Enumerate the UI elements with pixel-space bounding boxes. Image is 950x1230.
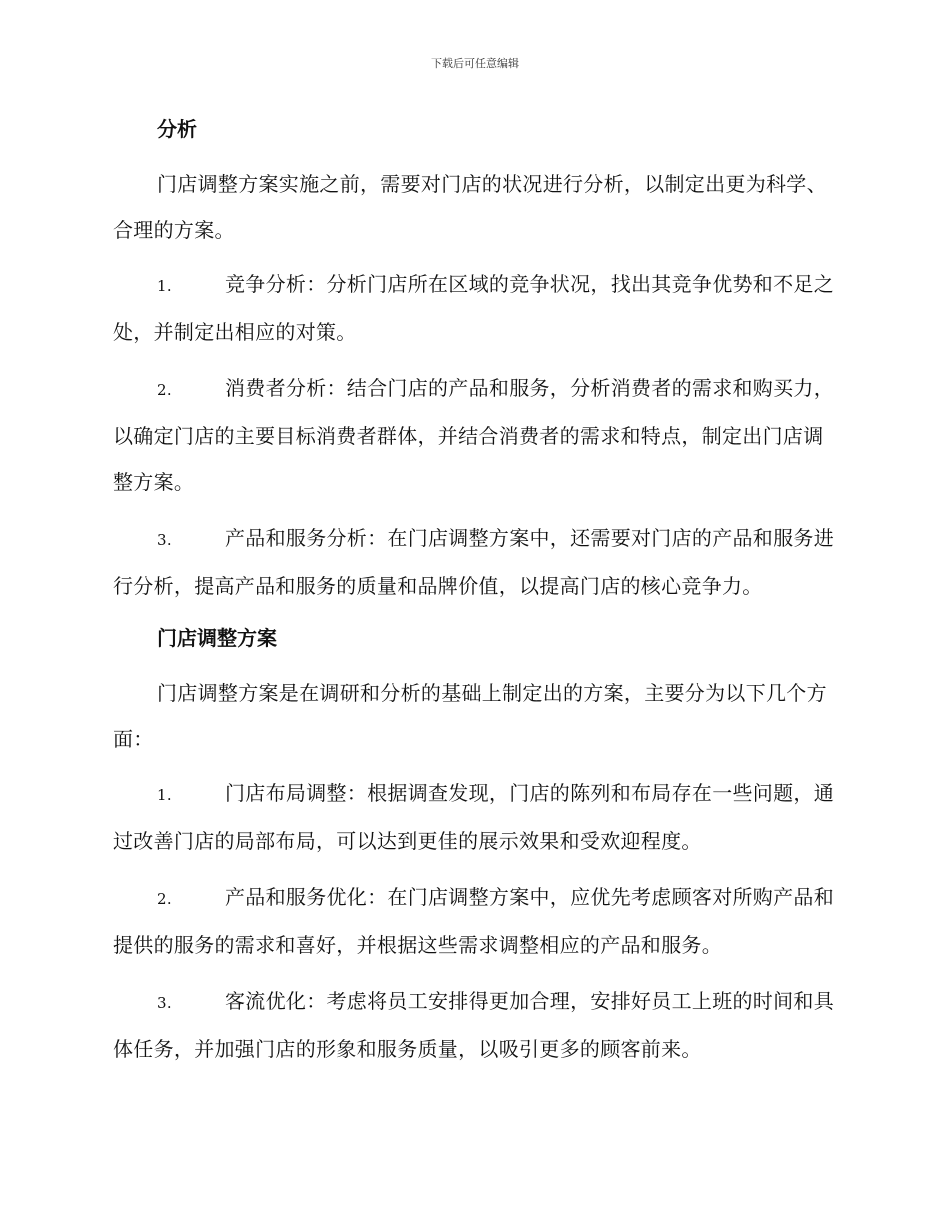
page-header-note: 下载后可任意编辑: [431, 57, 519, 70]
document-body: [113, 112, 838, 1082]
list-item-number: 1.: [157, 786, 172, 804]
list-item-text: 竞争分析：分析门店所在区域的竞争状况，找出其竞争优势和不足之处，并制定出相应的对策。: [113, 272, 834, 344]
section-intro-paragraph: 门店调整方案是在调研和分析的基础上制定出的方案，主要分为以下几个方面：: [113, 681, 827, 751]
list-item-text: 门店布局调整：根据调查发现，门店的陈列和布局存在一些问题，通过改善门店的局部布局，可以达到更佳的展示效果和受欢迎程度。: [113, 781, 834, 853]
list-item: [113, 261, 838, 355]
list-item: [113, 770, 838, 864]
list-item: [113, 515, 838, 609]
list-item-text: 产品和服务分析：在门店调整方案中，还需要对门店的产品和服务进行分析，提高产品和服务的质量和品牌价值，以提高门店的核心竞争力。: [113, 526, 834, 598]
list-item-number: 2.: [157, 381, 172, 399]
list-item-text: 消费者分析：结合门店的产品和服务，分析消费者的需求和购买力，以确定门店的主要目标消费者群体，并结合消费者的需求和特点，制定出门店调整方案。: [113, 376, 834, 494]
list-item-number: 2.: [157, 890, 172, 908]
list-item-number: 3.: [157, 531, 172, 549]
list-item-text: 客流优化：考虑将员工安排得更加合理，安排好员工上班的时间和具体任务，并加强门店的形象和服务质量，以吸引更多的顾客前来。: [113, 989, 834, 1061]
list-item-number: 3.: [157, 994, 172, 1012]
section-heading-analysis: 分析: [157, 117, 197, 141]
list-item: [113, 874, 838, 968]
list-item-number: 1.: [157, 277, 172, 295]
list-item-text: 产品和服务优化：在门店调整方案中，应优先考虑顾客对所购产品和提供的服务的需求和喜好，并根据这些需求调整相应的产品和服务。: [113, 885, 834, 957]
list-item: [113, 365, 838, 505]
section-heading-adjustment-plan: 门店调整方案: [157, 626, 277, 650]
section-intro-paragraph: 门店调整方案实施之前，需要对门店的状况进行分析，以制定出更为科学、合理的方案。: [113, 172, 827, 242]
list-item: [113, 978, 838, 1072]
